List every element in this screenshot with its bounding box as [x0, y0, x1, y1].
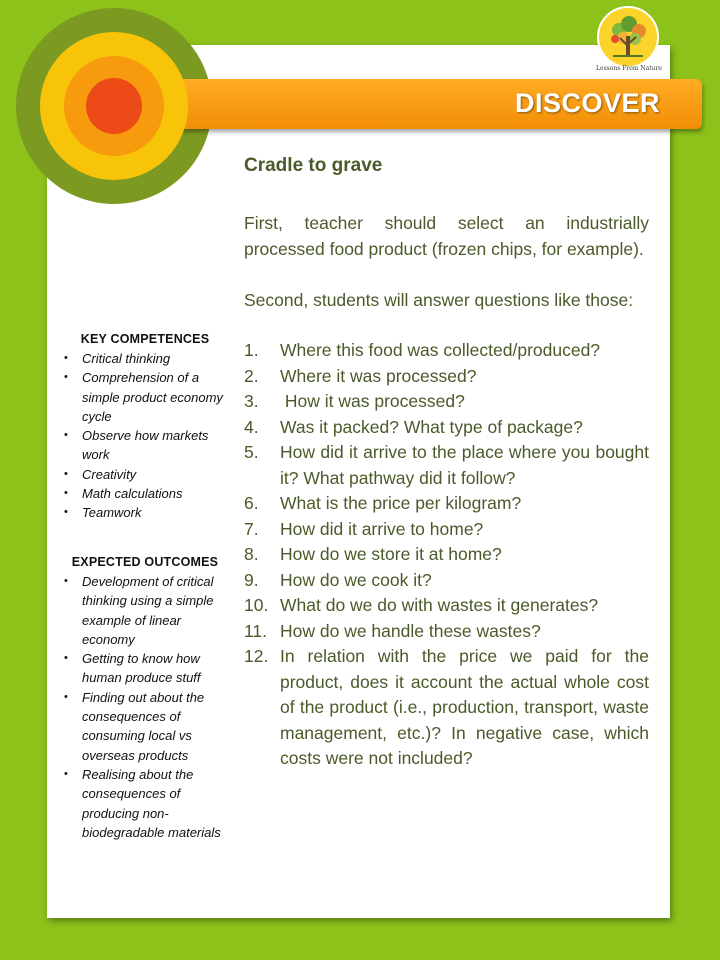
question-number: 3. — [244, 391, 259, 411]
question-number: 4. — [244, 416, 259, 437]
question-text: What is the price per kilogram? — [280, 493, 522, 513]
question-item — [244, 568, 649, 594]
question-item — [244, 491, 649, 517]
question-item — [244, 619, 649, 645]
list-item: • Getting to know how human produce stuff — [82, 649, 230, 688]
expected-outcomes-list — [60, 572, 230, 842]
logo-caption: Lessons From Nature — [596, 65, 662, 72]
main-content — [244, 211, 649, 772]
question-item — [244, 364, 649, 390]
question-text: How did it arrive to the place where you bought it? What pathway did it follow? — [280, 442, 649, 488]
expected-outcomes-heading: EXPECTED OUTCOMES — [71, 555, 219, 569]
question-text: In relation with the price we paid for the product, does it account the actual whole cost of the product (i.e., production, transport, waste management, etc.)? In negative case, which costs were not included? — [280, 646, 649, 768]
second-paragraph: Second, students will answer questions like those: — [244, 289, 634, 310]
question-item — [244, 644, 649, 772]
expected-outcomes-section — [60, 555, 230, 842]
intro-paragraph: First, teacher should select an industrially processed food product (frozen chips, for example). — [244, 213, 649, 259]
question-text: How do we handle these wastes? — [280, 620, 541, 641]
question-item — [244, 389, 649, 415]
question-text: How do we store it at home? — [280, 544, 502, 564]
question-text: How it was processed? — [280, 391, 465, 411]
list-item: • Finding out about the consequences of consuming local vs overseas products — [82, 688, 230, 765]
list-item: • Creativity — [82, 465, 230, 484]
question-text: How did it arrive to home? — [280, 518, 484, 539]
question-number: 11. — [244, 620, 268, 641]
list-item: • Realising about the consequences of producing non-biodegradable materials — [82, 765, 230, 842]
tree-logo-icon — [597, 6, 659, 68]
decorative-ring-core — [86, 78, 142, 134]
question-number: 9. — [244, 569, 259, 590]
question-item — [244, 440, 649, 491]
list-item: • Comprehension of a simple product economy cycle — [82, 368, 230, 426]
list-item: • Development of critical thinking using a simple example of linear economy — [82, 572, 230, 649]
question-number: 5. — [244, 442, 259, 462]
key-competences-section — [60, 332, 230, 523]
question-text: Where it was processed? — [280, 365, 477, 386]
question-item — [244, 415, 649, 441]
question-number: 8. — [244, 544, 259, 564]
question-text: How do we cook it? — [280, 569, 432, 590]
question-item — [244, 542, 649, 568]
discover-banner — [114, 79, 702, 129]
question-text: What do we do with wastes it generates? — [280, 595, 599, 615]
question-item — [244, 593, 649, 619]
page-title: Cradle to grave — [244, 155, 383, 176]
question-number: 1. — [244, 340, 259, 360]
list-item: • Critical thinking — [82, 349, 230, 368]
question-item — [244, 517, 649, 543]
list-item: • Math calculations — [82, 484, 230, 503]
question-text: Where this food was collected/produced? — [280, 340, 601, 360]
question-item — [244, 338, 649, 364]
key-competences-heading: KEY COMPETENCES — [80, 332, 210, 346]
question-text: Was it packed? What type of package? — [280, 416, 583, 437]
questions-list — [244, 338, 649, 772]
question-number: 6. — [244, 493, 259, 513]
list-item: • Teamwork — [82, 503, 230, 522]
list-item: • Observe how markets work — [82, 426, 230, 465]
question-number: 7. — [244, 518, 259, 539]
key-competences-list — [60, 349, 230, 523]
question-number: 2. — [244, 365, 259, 386]
question-number: 10. — [244, 595, 269, 615]
question-number: 12. — [244, 646, 269, 666]
banner-label: DISCOVER — [514, 88, 660, 118]
